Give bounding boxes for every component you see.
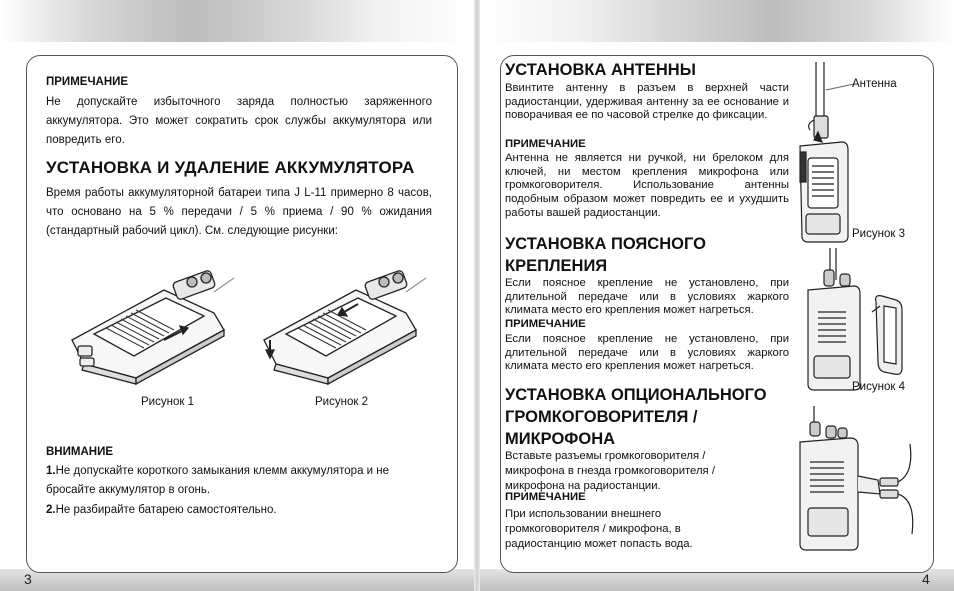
page-number-right: 4 [922,571,930,587]
belt-clip-title: УСТАНОВКА ПОЯСНОГО КРЕПЛЕНИЯ [505,235,706,275]
warning-item-1 [46,462,434,500]
antenna-title: УСТАНОВКА АНТЕННЫ [505,61,696,79]
figure4-caption: Рисунок 4 [852,381,905,393]
belt-clip-note-text: Если поясное крепление не установлено, при длительной передаче или в условиях жаркого климата место его крепления может нагреться. [505,333,789,373]
figure1-caption: Рисунок 1 [141,396,194,408]
battery-section-title: УСТАНОВКА И УДАЛЕНИЕ АККУМУЛЯТОРА [46,158,415,177]
belt-clip-note-heading: ПРИМЕЧАНИЕ [505,318,586,330]
figure3-caption: Рисунок 3 [852,228,905,240]
antenna-note-text: Антенна не является ни ручкой, ни брелоком для ключей, ни местом крепления микрофона или громкоговорителя. Использование антенны подобным образом может повредить ее и ухудшить работы вашей радиостанции. [505,152,789,219]
warning-item-1-text: Не допускайте короткого замыкания клемм аккумулятора и не бросайте аккумулятор в огонь. [46,465,390,496]
antenna-label: Антенна [852,78,897,90]
left-note-heading: ПРИМЕЧАНИЕ [46,76,129,88]
antenna-note-heading: ПРИМЕЧАНИЕ [505,138,586,150]
battery-figure-2 [256,268,428,386]
page-spine [474,0,480,591]
figure2-caption: Рисунок 2 [315,396,368,408]
warning-item-2-text: Не разбирайте батарею самостоятельно. [55,504,277,516]
belt-clip-text: Если поясное крепление не установлено, при длительной передаче или в условиях жаркого климата место его крепления может нагреться. [505,277,789,317]
belt-clip-figure-4 [800,246,910,392]
warning-item-1-num: 1. [46,465,56,477]
antenna-text: Ввинтите антенну в разъем в верхней части радиостанции, удерживая антенну за ее основание и поворачивая ее по часовой стрелке до фиксации. [505,82,789,122]
battery-figure-1 [64,268,236,386]
top-band-left [0,0,474,42]
page-number-left: 3 [24,571,32,587]
speaker-mic-title: УСТАНОВКА ОПЦИОНАЛЬНОГО ГРОМКОГОВОРИТЕЛЯ / МИКРОФОНА [505,386,767,448]
speaker-mic-note-text: При использовании внешнего громкоговорителя / микрофона, в радиостанцию может попасть вода. [505,508,693,550]
top-band-right [480,0,954,42]
speaker-mic-text: Вставьте разъемы громкоговорителя / микрофона в гнезда громкоговорителя / микрофона на радиостанции. [505,450,715,492]
speaker-mic-note-heading: ПРИМЕЧАНИЕ [505,491,586,503]
warning-item-2 [46,501,434,520]
battery-body-text: Время работы аккумуляторной батареи типа J L-11 примерно 8 часов, что основано на 5 % передачи / 5 % приема / 90 % ожидания (стандартный рабочий цикл). См. следующие рисунки: [46,187,432,237]
warning-heading: ВНИМАНИЕ [46,446,114,458]
antenna-figure-3 [796,60,856,244]
left-note-text: Не допускайте избыточного заряда полностью заряженного аккумулятора. Это может сократить срок службы аккумулятора или повредить его. [46,96,432,146]
warning-item-2-num: 2. [46,504,56,516]
speaker-mic-figure-5 [796,404,918,554]
